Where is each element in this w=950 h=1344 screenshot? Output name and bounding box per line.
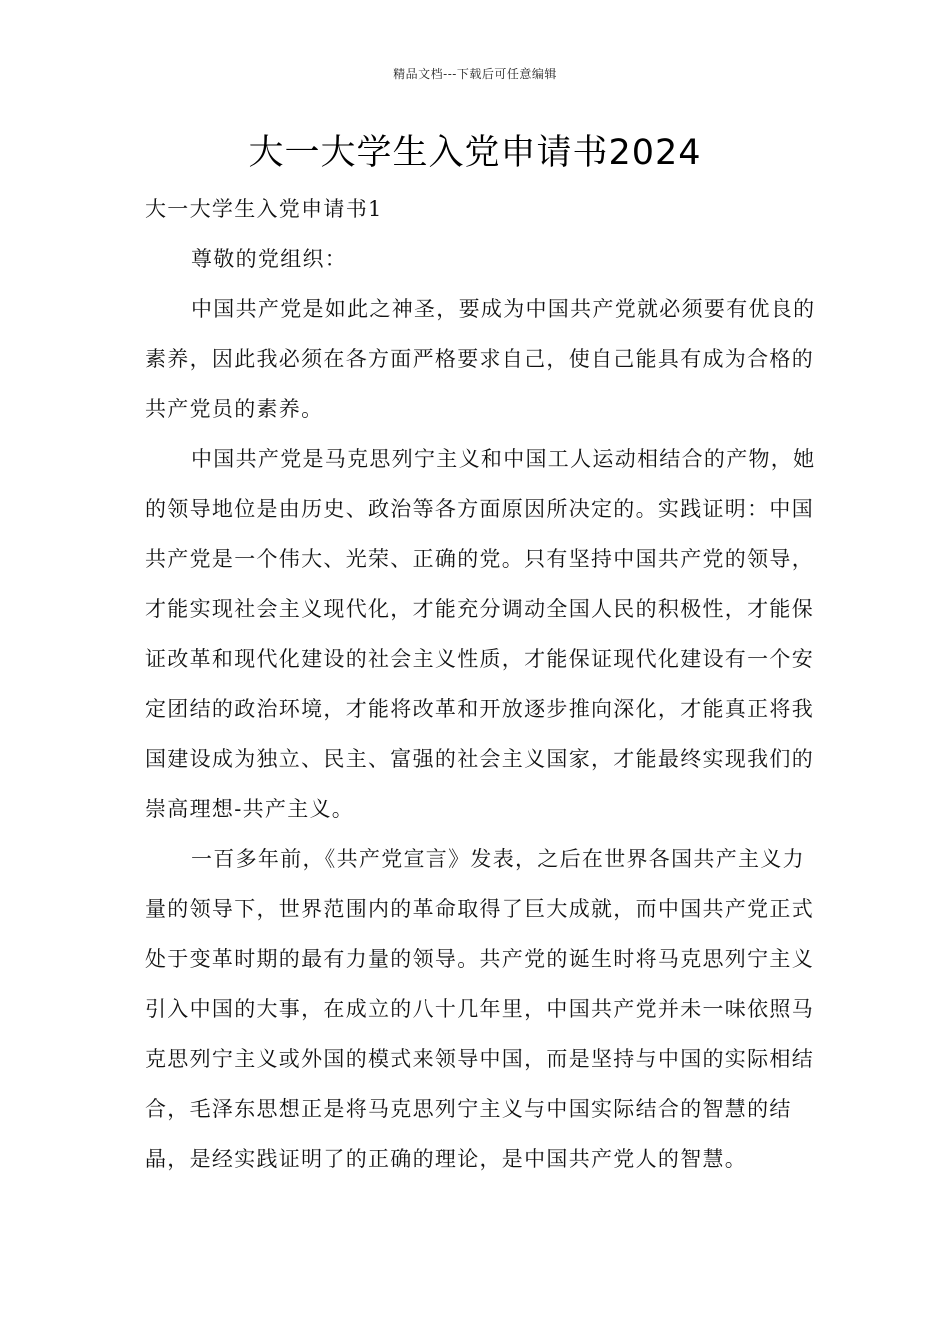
document-title: 大一大学生入党申请书2024 [248, 133, 702, 173]
salutation: 尊敬的党组织： [191, 247, 348, 271]
body-paragraph-1: 中国共产党是如此之神圣，要成为中国共产党就必须要有优良的素养，因此我必须在各方面严格要求自己，使自己能具有成为合格的共产党员的素养。 [145, 297, 816, 421]
document-body [145, 184, 825, 1184]
body-paragraph-2: 中国共产党是马克思列宁主义和中国工人运动相结合的产物，她的领导地位是由历史、政治等各方面原因所决定的。实践证明：中国共产党是一个伟大、光荣、正确的党。只有坚持中国共产党的领导，才能实现社会主义现代化，才能充分调动全国人民的积极性，才能保证改革和现代化建设的社会主义性质，才能保证现代化建设有一个安定团结的政治环境，才能将改革和开放逐步推向深化，才能真正将我国建设成为独立、民主、富强的社会主义国家，才能最终实现我们的崇高理想-共产主义。 [145, 447, 816, 821]
body-paragraph-3: 一百多年前，《共产党宣言》发表，之后在世界各国共产主义力量的领导下，世界范围内的革命取得了巨大成就，而中国共产党正式处于变革时期的最有力量的领导。共产党的诞生时将马克思列宁主义引入中国的大事，在成立的八十几年里，中国共产党并未一味依照马克思列宁主义或外国的模式来领导中国，而是坚持与中国的实际相结合，毛泽东思想正是将马克思列宁主义与中国实际结合的智慧的结晶，是经实践证明了的正确的理论，是中国共产党人的智慧。 [145, 847, 814, 1171]
section-subtitle: 大一大学生入党申请书1 [145, 197, 383, 221]
header-note: 精品文档---下载后可任意编辑 [393, 67, 557, 81]
